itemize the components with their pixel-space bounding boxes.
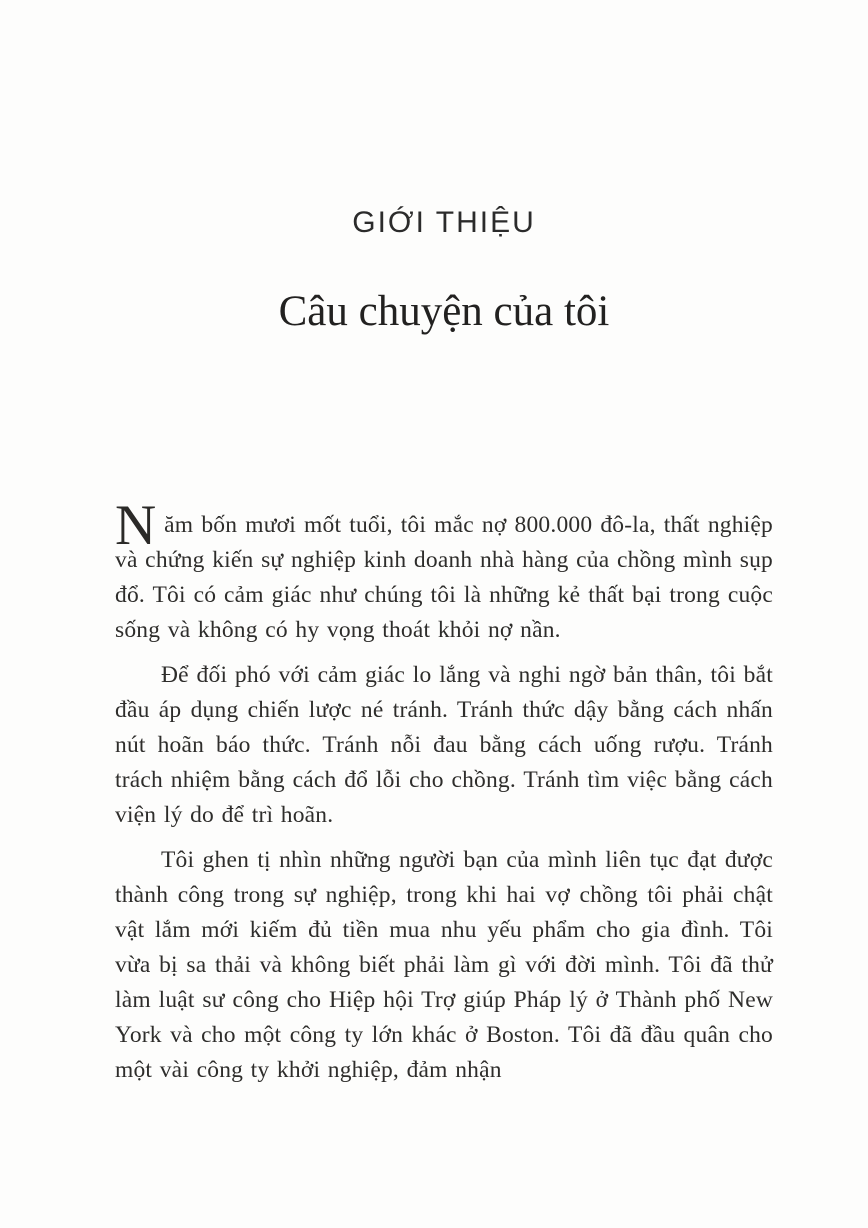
body-text <box>115 494 773 1088</box>
chapter-title: Câu chuyện của tôi <box>278 288 610 335</box>
paragraph-second: Để đối phó với cảm giác lo lắng và nghi ngờ bản thân, tôi bắt đầu áp dụng chiến lược né tránh. Tránh thức dậy bằng cách nhấn nút hoãn báo thức. Tránh nỗi đau bằng cách uống rượu. Tránh trách nhiệm bằng cách đổ lỗi cho chồng. Tránh tìm việc bằng cách viện lý do để trì hoãn. <box>115 662 773 828</box>
paragraph-opening <box>115 494 773 648</box>
paragraph-opening-text: ăm bốn mươi mốt tuổi, tôi mắc nợ 800.000 đô-la, thất nghiệp và chứng kiến sự nghiệp kinh doanh nhà hàng của chồng mình sụp đổ. Tôi có cảm giác như chúng tôi là những kẻ thất bại trong cuộc sống và không có hy vọng thoát khỏi nợ nần. <box>115 512 773 643</box>
section-label: GIỚI THIỆU <box>352 206 536 239</box>
paragraph-third: Tôi ghen tị nhìn những người bạn của mình liên tục đạt được thành công trong sự nghiệp, trong khi hai vợ chồng tôi phải chật vật lắm mới kiếm đủ tiền mua nhu yếu phẩm cho gia đình. Tôi vừa bị sa thải và không biết phải làm gì với đời mình. Tôi đã thử làm luật sư công cho Hiệp hội Trợ giúp Pháp lý ở Thành phố New York và cho một công ty lớn khác ở Boston. Tôi đã đầu quân cho một vài công ty khởi nghiệp, đảm nhận <box>115 847 773 1083</box>
drop-cap-initial: N <box>115 494 157 557</box>
